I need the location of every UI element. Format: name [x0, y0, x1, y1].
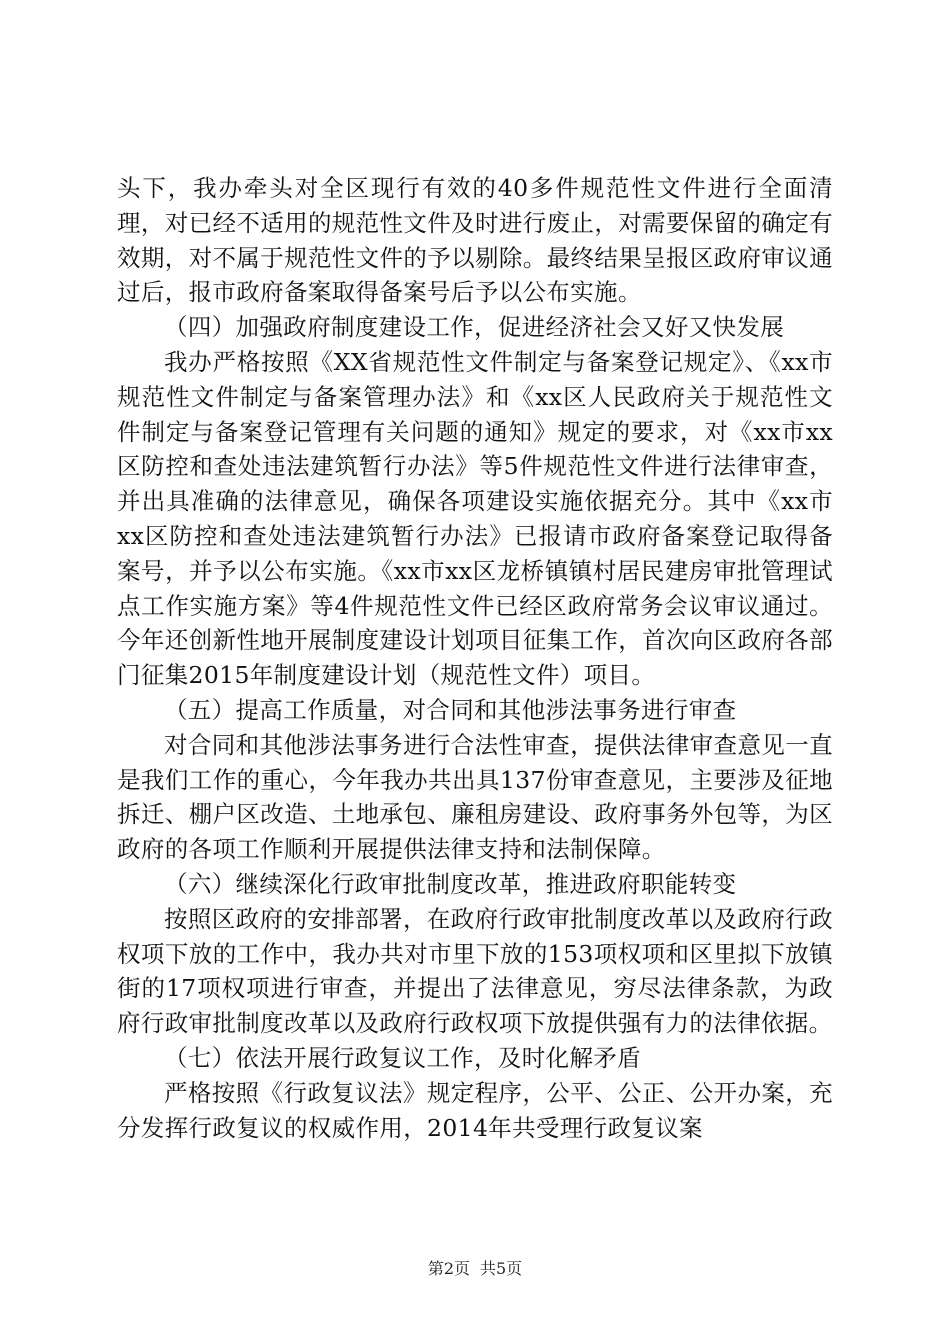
page-footer — [0, 1258, 950, 1280]
section-heading-7: （七）依法开展行政复议工作，及时化解矛盾 — [164, 1043, 641, 1072]
paragraph-regulations: 我办严格按照《XX省规范性文件制定与备案登记规定》、《xx市规范性文件制定与备案管理办法》和《xx区人民政府关于规范性文件制定与备案登记管理有关问题的通知》规定的要求，对《xx市xx区防控和查处违法建筑暂行办法》等5件规范性文件进行法律审查，并出具准确的法律意见，确保各项建设实施依据充分。其中《xx市xx区防控和查处违法建筑暂行办法》已报请市政府备案登记取得备案号，并予以公布实施。《xx市xx区龙桥镇镇村居民建房审批管理试点工作实施方案》等4件规范性文件已经区政府常务会议审议通过。今年还创新性地开展制度建设计划项目征集工作，首次向区政府各部门征集2015年制度建设计划（规范性文件）项目。 — [117, 347, 833, 690]
paragraph-continuation: 头下，我办牵头对全区现行有效的40多件规范性文件进行全面清理，对已经不适用的规范性文件及时进行废止，对需要保留的确定有效期，对不属于规范性文件的予以剔除。最终结果呈报区政府审议通过后，报市政府备案取得备案号后予以公布实施。 — [117, 174, 833, 307]
page-number: 第2页 — [427, 1259, 470, 1278]
section-heading-4: （四）加强政府制度建设工作，促进经济社会又好又快发展 — [164, 313, 785, 342]
paragraph-contract-review: 对合同和其他涉法事务进行合法性审查，提供法律审查意见一直是我们工作的重心，今年我办共出具137份审查意见，主要涉及征地拆迁、棚户区改造、土地承包、廉租房建设、政府事务外包等，为区政府的各项工作顺利开展提供法律支持和法制保障。 — [117, 730, 833, 864]
section-heading-5: （五）提高工作质量，对合同和其他涉法事务进行审查 — [164, 695, 737, 724]
section-heading-6: （六）继续深化行政审批制度改革，推进政府职能转变 — [164, 869, 737, 898]
document-body — [117, 171, 833, 1145]
paragraph-approval-reform: 按照区政府的安排部署，在政府行政审批制度改革以及政府行政权项下放的工作中，我办共对市里下放的153项权项和区里拟下放镇街的17项权项进行审查，并提出了法律意见，穷尽法律条款，为政府行政审批制度改革以及政府行政权项下放提供强有力的法律依据。 — [117, 904, 833, 1038]
paragraph-administrative-review: 严格按照《行政复议法》规定程序，公平、公正、公开办案，充分发挥行政复议的权威作用，2014年共受理行政复议案 — [117, 1078, 833, 1142]
page-total: 共5页 — [480, 1259, 523, 1278]
